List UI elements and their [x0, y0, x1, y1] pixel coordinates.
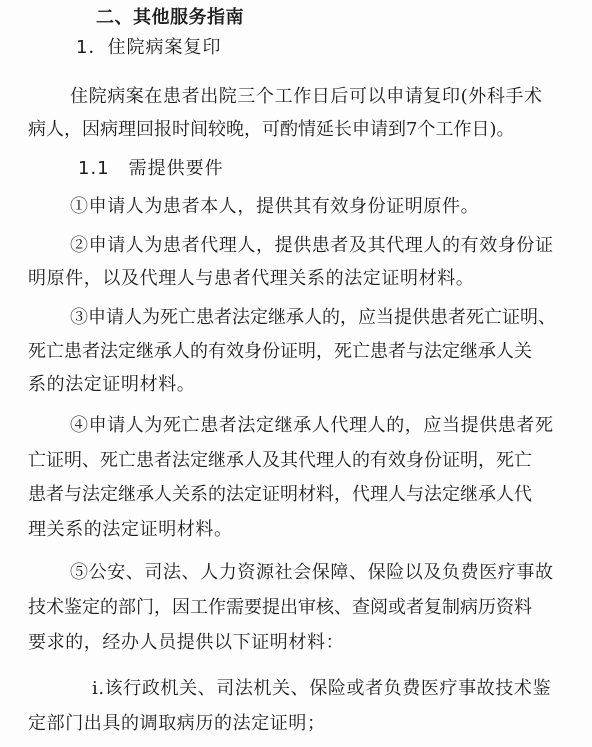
section-heading: 二、其他服务指南 [96, 7, 244, 28]
paragraph-line: 定部门出具的调取病历的法定证明； [28, 713, 326, 734]
paragraph-line: 病人，因病理回报时间较晚，可酌情延长申请到7个工作日)。 [28, 119, 515, 140]
paragraph-line: 死亡患者法定继承人的有效身份证明，死亡患者与法定继承人关 [28, 341, 532, 362]
paragraph-line: 亡证明、死亡患者法定继承人及其代理人的有效身份证明，死亡 [28, 450, 532, 471]
paragraph-line: ④申请人为死亡患者法定继承人代理人的，应当提供患者死 [70, 415, 554, 436]
paragraph-line: 技术鉴定的部门，因工作需要提出审核、查阅或者复制病历资料 [28, 597, 532, 618]
paragraph-line: 系的法定证明材料。 [28, 374, 196, 395]
paragraph-line: ①申请人为患者本人，提供其有效身份证明原件。 [70, 196, 480, 217]
paragraph-line: ⑤公安、司法、人力资源社会保障、保险以及负费医疗事故 [70, 562, 554, 583]
paragraph-line: 理关系的法定证明材料。 [28, 519, 233, 540]
paragraph-line: 要求的，经办人员提供以下证明材料： [28, 632, 345, 653]
paragraph-line: 住院病案在患者出院三个工作日后可以申请复印(外科手术 [70, 86, 543, 107]
paragraph-line: 患者与法定继承人关系的法定证明材料，代理人与法定继承人代 [28, 484, 532, 505]
paragraph-line: ③申请人为死亡患者法定继承人的，应当提供患者死亡证明、 [70, 307, 556, 328]
paragraph-line: ⅰ.该行政机关、司法机关、保险或者负费医疗事故技术鉴 [92, 678, 552, 699]
subsection-heading: 1．住院病案复印 [76, 37, 222, 58]
paragraph-line: 明原件，以及代理人与患者代理关系的法定证明材料。 [28, 268, 475, 289]
requirements-heading: 1.1 需提供要件 [78, 158, 224, 179]
paragraph-line: ②申请人为患者代理人，提供患者及其代理人的有效身份证 [70, 235, 554, 256]
